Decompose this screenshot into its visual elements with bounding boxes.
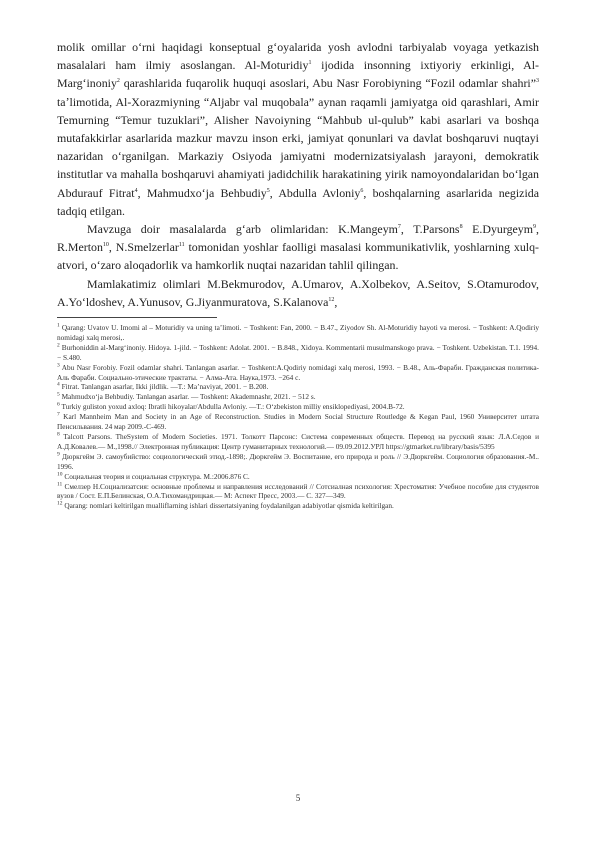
footnote-11: $^{11}$ Смелзер Н.Социализатсия: основные проблемы и направления исследований // Сотсиалная психология: Хрестоматия: Учебное пособие для студентов вузов / Сост. Е.П.Белинская, О.А.Тихомандрицкая.— М: Аспект Пресс, 2003.— С. 327—349. xyxy=(57,481,539,501)
footnote-7: $^7$ Karl Mannheim Man and Society in an Age of Reconstruction. Studies in Modern Social Structure Routledge & Kegan Paul, 1960 Университет штата Пенсильвания. 24 мар 2009.-С-469. xyxy=(57,411,539,432)
paragraph-1: molik omillar oʻrni haqidagi konseptual gʻoyalarida yosh avlodni tarbiyalab voyaga yetkazish masalalari ham ilmiy asoslangan. Al-Moturidiy$^1$ ijodida insonning ixtiyoriy erkinligi, Al-Margʻinoniy$^2$ qarashlarida fuqarolik huquqi asoslari, Abu Nasr Forobiyning “Fozil odamlar shahri”$^3$ taʼlimotida, Al-Xorazmiyning “Aljabr val muqobala” aynan raqamli jamiyatga oid qarashlari, Amir Temurning “Temur tuzuklari”, Alisher Navoiyning “Mahbub ul-qulub” kabi asarlari va boshqa mutafakkirlar asarlarida mazkur mavzu inson erki, jamiyat qonunlari va davlat boshqaruvi nuqtayi nazaridan oʻrganilgan. Markaziy Osiyoda jamiyatni modernizatsiyalash jarayoni, demokratik institutlar va mahalla boshqaruvi ahamiyati jadidchilik harakatining yirik namoyondalaridan boʻlgan Abdurauf Fitrat$^4$, Mahmudxoʻja Behbudiy$^5$, Abdulla Avloniy$^6$, boshqalarning asarlarida negizida tadqiq etilgan. xyxy=(57,40,539,218)
footnote-2: $^2$ Burhoniddin al-Margʻinoniy. Hidoya. 1-jild. − Toshkent: Adolat. 2001. − B.848., Xidoya. Kommentarii musulmanskogo prava. − Toshkent. Uzbekistan. T.1. 1994. − S.480. xyxy=(57,342,539,362)
footnote-ref-7: 7 xyxy=(397,224,401,231)
footnote-ref-3: 3 xyxy=(536,78,539,85)
footnotes xyxy=(57,323,539,511)
paragraph-2: Mavzuga doir masalalarda gʻarb olimlaridan: K.Mangeym$^7$, T.Parsons$^8$ E.Dyurgeym$^9$, R.Merton$^{10}$, N.Smelzerlar$^{11}$ tomonidan yoshlar faolligi masalasi kommunikativlik, yoshlarning xulq-atvori, oʻzaro aloqadorlik va hamkorlik nuqtai nazaridan tahlil qilingan. xyxy=(57,222,539,273)
page-number: 5 xyxy=(295,793,301,803)
footnote-1: $^1$ Qarang: Uvatov U. Imomi al – Moturidiy va uning taʼlimoti. − Toshkent: Fan, 2000. − B.47., Ziyodov Sh. Al-Moturidiy hayoti va merosi. − Toshkent: A.Qodiriy nomidagi xalq merosi,. xyxy=(57,322,539,342)
footnote-ref-5: 5 xyxy=(266,187,270,194)
footnote-ref-10: 10 xyxy=(102,242,109,249)
footnote-4: $^4$ Fitrat. Tanlangan asarlar, Ikki jildlik. —T.: Maʼnaviyat, 2001. − B.208. xyxy=(57,382,269,392)
footnote-5: $^5$ Mahmudxoʻja Behbudiy. Tanlangan asarlar. — Toshkent: Akademnashr, 2021. − 512 s. xyxy=(57,391,316,402)
main-text xyxy=(57,38,539,311)
footnote-separator xyxy=(57,317,217,318)
page-content xyxy=(57,38,539,511)
footnote-ref-11: 11 xyxy=(178,242,185,249)
footnote-3: $^3$ Abu Nasr Forobiy. Fozil odamlar shahri. Tanlangan asarlar. − Toshkent:A.Qodiriy nomidagi xalq merosi, 1993. − B.48., Аль-Фараби. Гражданская политика- Аль Фараби. Социально-этические трактаты. − Алма-Ата. Наука,1973. −264 с. xyxy=(57,362,539,382)
paragraph-3: Mamlakatimiz olimlari M.Bekmurodov, A.Umarov, A.Xolbekov, A.Seitov, S.Otamurodov, A.Yoʻldoshev, A.Yunusov, G.Jiyanmuratova, S.Kalanova$^{12}$, xyxy=(57,276,539,309)
footnote-ref-1: 1 xyxy=(308,60,312,67)
footnote-ref-8: 8 xyxy=(459,224,463,231)
footnote-ref-4: 4 xyxy=(134,187,138,194)
footnote-12: $^{12}$ Qarang: nomlari keltirilgan mualliflarning ishlari dissertatsiyaning foydalanilgan adabiyotlar qismida keltirilgan. xyxy=(57,500,394,511)
footnote-ref-12: 12 xyxy=(328,296,335,303)
footnote-ref-2: 2 xyxy=(116,78,120,85)
footnote-10: $^{10}$ Социальная теория и социальная структура. М.:2006.876 С. xyxy=(57,471,250,481)
footnote-9: $^9$ Дюркгейм Э. самоубийство: социологический этюд.-1898;. Дюркгейм Э. Воспитание, его природа и роль // Э.Дюркгейм. Социология образования.-М.. 1996. xyxy=(57,451,539,471)
footnote-6: $^6$ Turkiy guliston yoxud axloq: Ibratli hikoyalar/Abdulla Avloniy. —T.: Oʻzbekiston milliy ensiklopediyasi, 2004.B-72. xyxy=(57,401,405,412)
footnote-8: $^8$ Talcott Parsons. TheSystem of Modern Societies. 1971. Толкотт Парсонс: Система современных обществ. Перевод на русский язык: Л.А.Седов и А.Д.Ковалев.— М.,1998.// Электронная публикация: Центр гуманитарных технологий.— 09.09.2012.УРЛ https://gtmarket.ru/library/basis/5395 xyxy=(57,431,539,451)
footnote-ref-6: 6 xyxy=(360,187,364,194)
footnote-ref-9: 9 xyxy=(533,224,537,231)
